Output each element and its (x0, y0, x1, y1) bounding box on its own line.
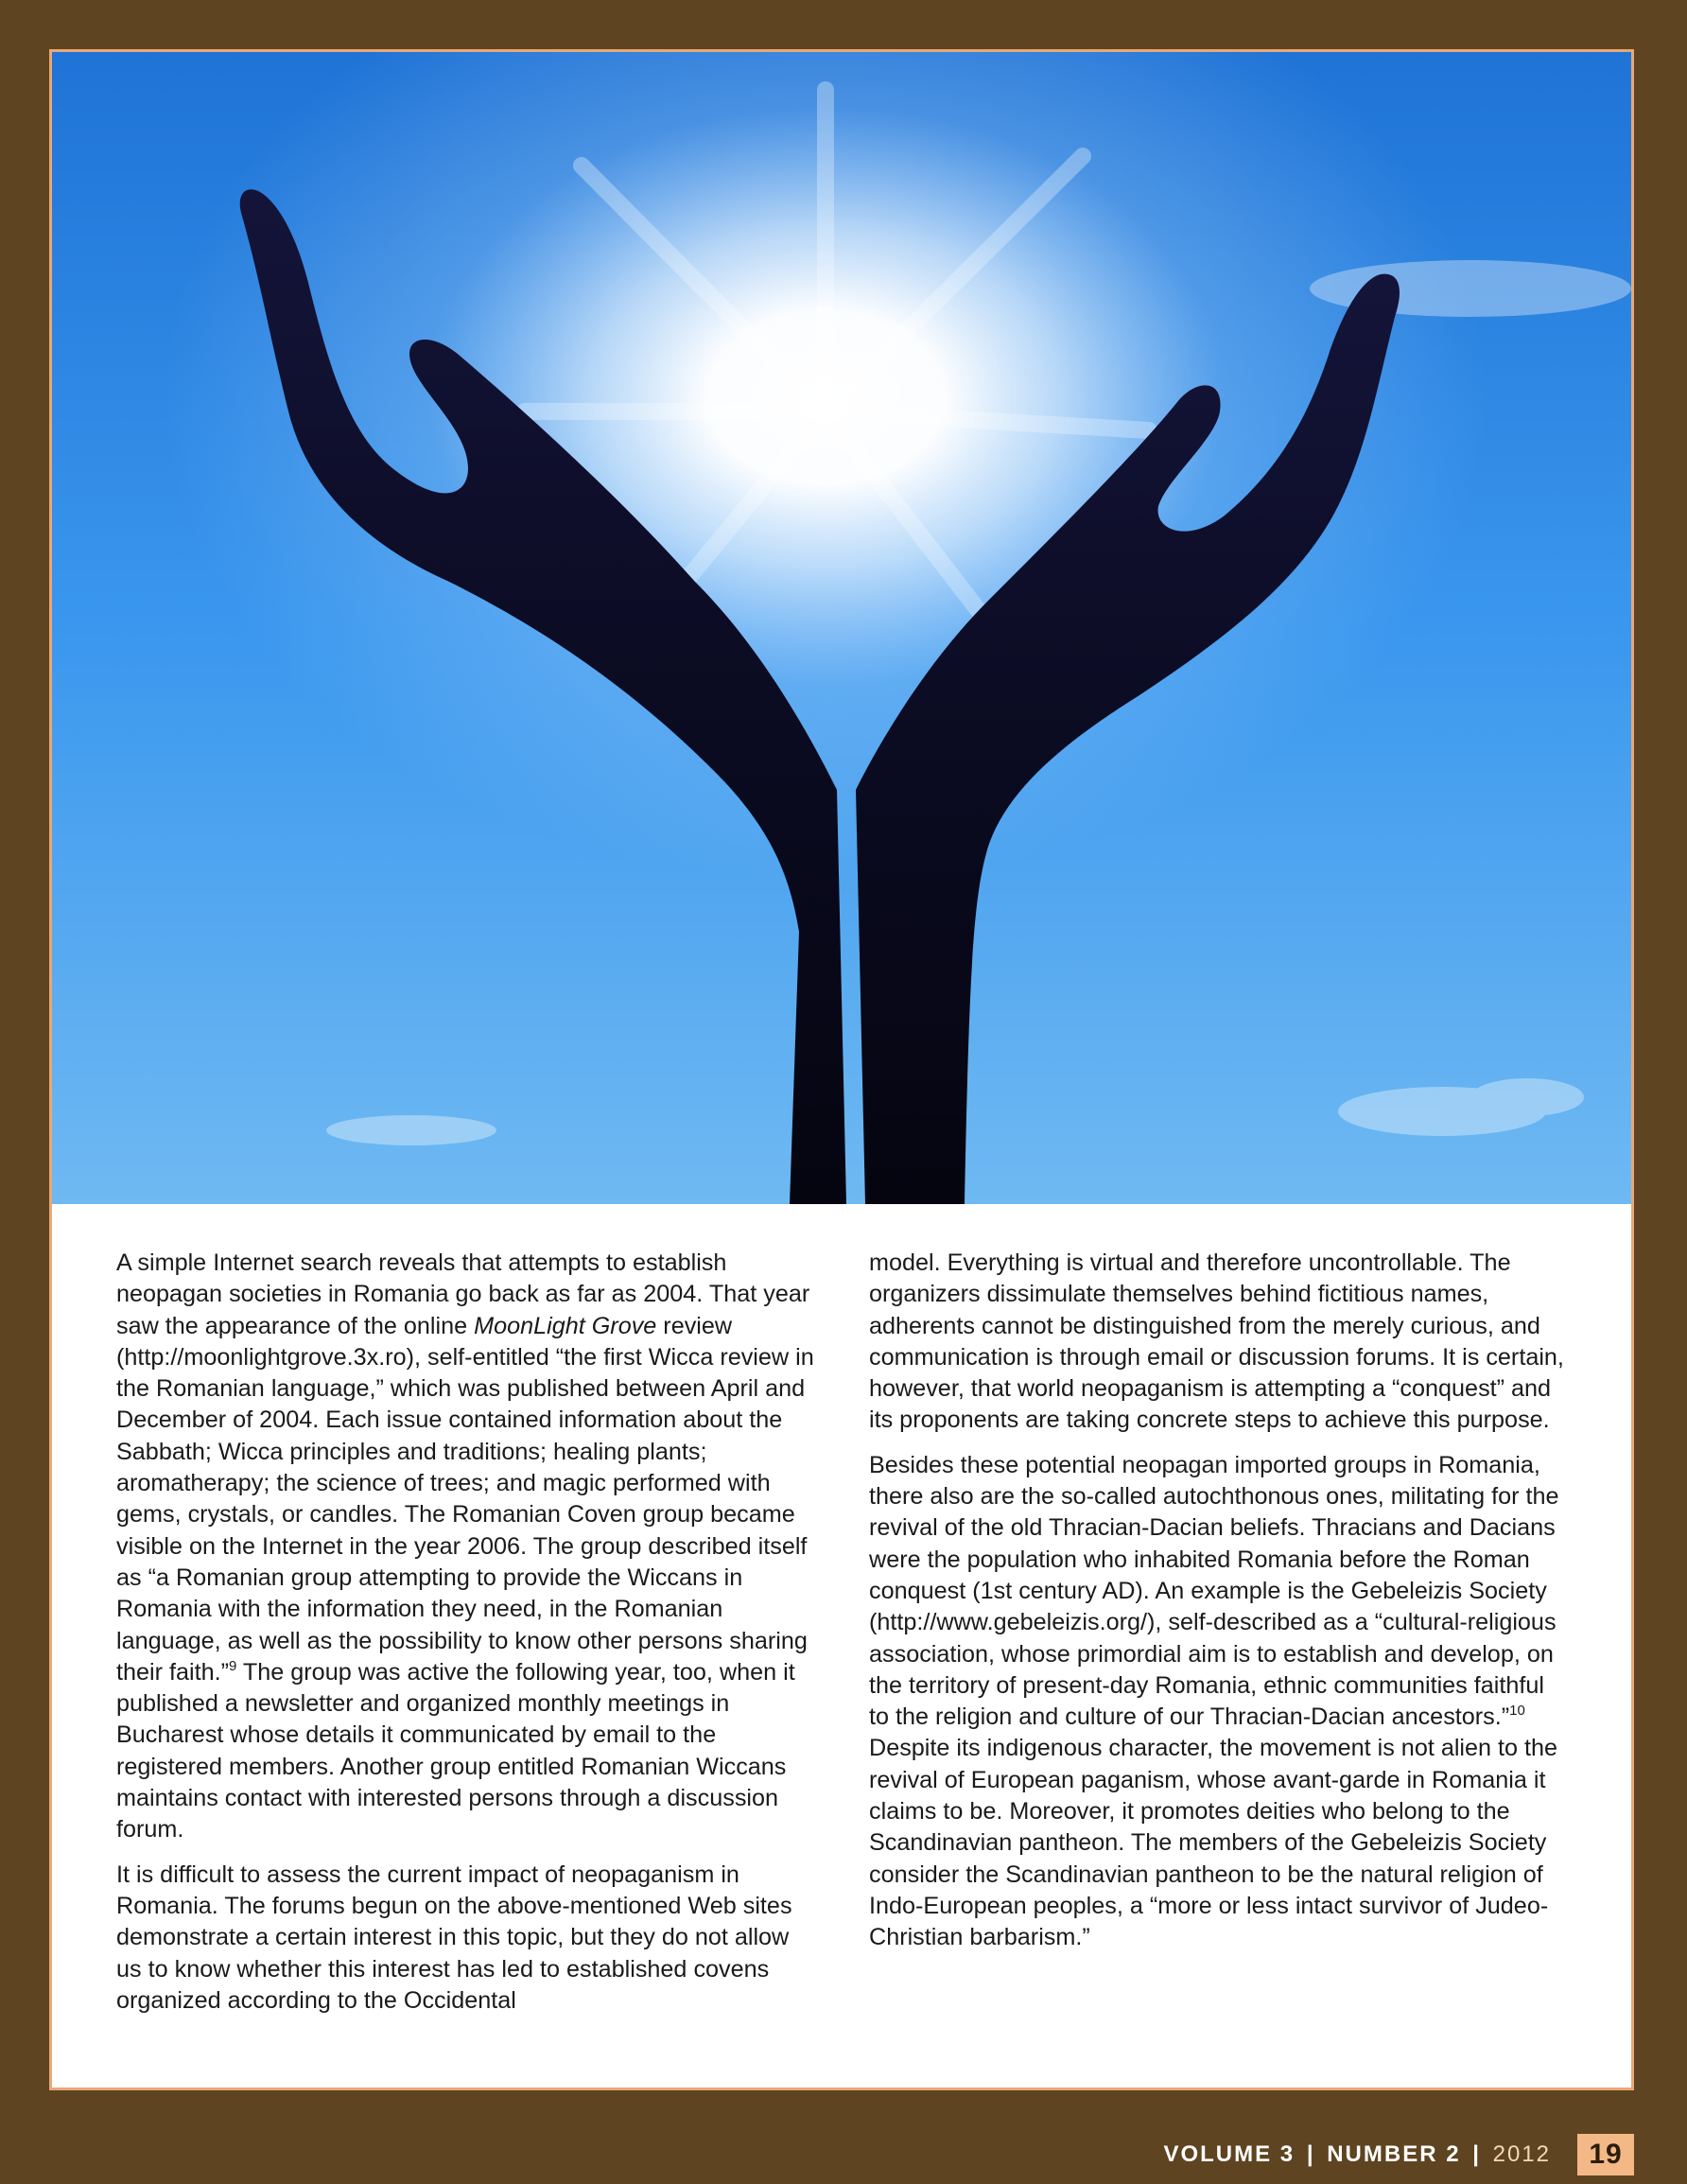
page-footer (1163, 2136, 1634, 2174)
right-paragraph-1: model. Everything is virtual and therefore uncontrollable. The organizers dissimulate themselves behind fictitious names, adherents cannot be distinguished from the merely curious, and communication is through email or discussion forums. It is certain, however, that world neopaganism is attempting a “conquest” and its proponents are taking concrete steps to achieve this purpose. (869, 1249, 1564, 1434)
footer-separator: | (1306, 2141, 1315, 2167)
left-column (116, 1248, 816, 2030)
right-paragraph-2 (869, 1450, 1569, 1954)
year-label: 2012 (1492, 2141, 1551, 2167)
left-p1-text-a: A simple Internet search reveals that attempts to establish neopagan societies in Romania go back as far as 2004. That year saw the appearance of the online (116, 1249, 810, 1339)
right-p2-text-b: Despite its indigenous character, the movement is not alien to the revival of European paganism, whose avant-garde in Romania it claims to be. Moreover, it promotes deities who belong to the Scandinavian pantheon. The members of the Gebeleizis Society consider the Scandinavian pantheon to be the natural religion of Indo-European peoples, a “more or less intact survivor of Judeo-Christian barbarism.” (869, 1735, 1558, 1951)
left-paragraph-2: It is difficult to assess the current impact of neopaganism in Romania. The forums begun on the above-mentioned Web sites demonstrate a certain interest in this topic, but they do not allow us to know whether this interest has led to established covens organized according to the Occidental (116, 1861, 792, 2014)
publication-title-moonlight-grove: MoonLight Grove (474, 1312, 657, 1339)
right-column (869, 1248, 1569, 1967)
hero-image-hands-holding-sun (52, 52, 1631, 1204)
page-number-badge: 19 (1577, 2134, 1634, 2175)
journal-issue-label (1163, 2141, 1577, 2168)
article-columns (116, 1248, 1573, 2080)
footer-separator: | (1472, 2141, 1481, 2167)
footnote-ref-9: 9 (229, 1657, 237, 1674)
left-p1-text-c: The group was active the following year, too, when it published a newsletter and organized monthly meetings in Bucharest whose details it communicated by email to the registered members. Another group entitled Romanian Wiccans maintains contact with interested persons through a discussion forum. (116, 1658, 795, 1843)
left-p1-text-b: review (http://moonlightgrove.3x.ro), self-entitled “the first Wicca review in the Romanian language,” which was published between April and December of 2004. Each issue contained information about the Sabbath; Wicca principles and traditions; healing plants; aromatherapy; the science of trees; and magic performed with gems, crystals, or candles. The Romanian Coven group became visible on the Internet in the year 2006. The group described itself as “a Romanian group attempting to provide the Wiccans in Romania with the information they need, in the Romanian language, as well as the possibility to know other persons sharing their faith.” (116, 1312, 814, 1686)
number-label: NUMBER 2 (1327, 2141, 1461, 2167)
footnote-ref-10: 10 (1509, 1703, 1525, 1720)
right-p2-text-a: Besides these potential neopagan imported groups in Romania, there also are the so-called autochthonous ones, militating for the revival of the old Thracian-Dacian beliefs. Thracians and Dacians were the population who inhabited Romania before the Roman conquest (1st century AD). An example is the Gebeleizis Society (http://www.gebeleizis.org/), self-described as a “cultural-religious association, whose primordial aim is to establish and develop, on the territory of present-day Romania, ethnic communities faithful to the religion and culture of our Thracian-Dacian ancestors.” (869, 1451, 1559, 1731)
left-paragraph-1 (116, 1248, 816, 1846)
volume-label: VOLUME 3 (1163, 2141, 1296, 2167)
page-frame (49, 49, 1634, 2090)
